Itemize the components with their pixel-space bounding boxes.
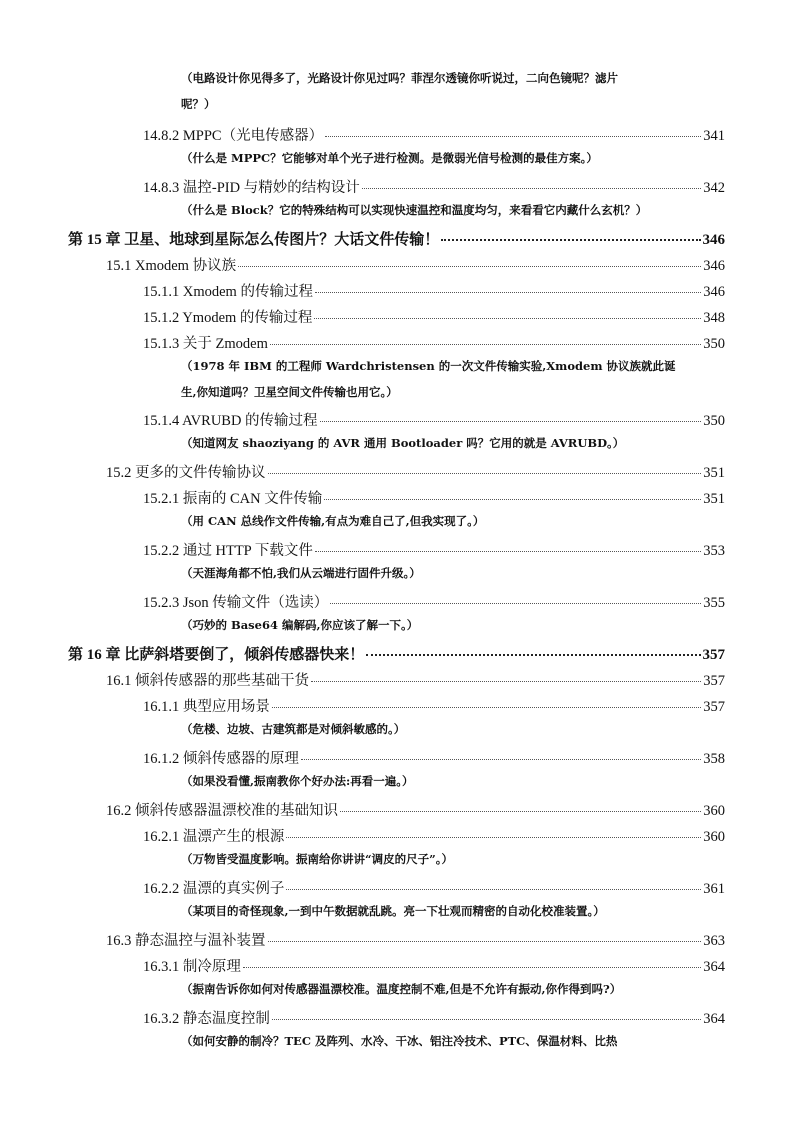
toc-entry-title: 16.2.1 温漂产生的根源: [143, 829, 285, 845]
toc-note: （危楼、边坡、古建筑都是对倾斜敏感的。）: [181, 722, 406, 736]
dot-leader: [301, 759, 701, 760]
toc-entry-15-1-4[interactable]: [143, 409, 725, 430]
toc-entry-title: 16.1 倾斜传感器的那些基础干货: [106, 673, 309, 689]
dot-leader: [320, 421, 702, 422]
toc-entry-page: 355: [703, 595, 725, 611]
toc-section-15-1[interactable]: [106, 254, 725, 275]
dot-leader: [362, 188, 702, 189]
toc-entry-title: 15.2 更多的文件传输协议: [106, 465, 266, 481]
dot-leader: [325, 136, 701, 137]
dot-leader: [315, 292, 701, 293]
toc-chapter-16[interactable]: [68, 643, 725, 664]
dot-leader: [441, 239, 700, 241]
dot-leader: [268, 473, 702, 474]
toc-note: （1978 年 IBM 的工程师 Wardchristensen 的一次文件传输实验,Xmodem 协议族就此诞: [181, 359, 676, 373]
toc-entry-page: 364: [703, 959, 725, 975]
toc-entry-title: 16.3 静态温控与温补装置: [106, 933, 266, 949]
dot-leader: [314, 318, 701, 319]
toc-entry-title: 15.1.4 AVRUBD 的传输过程: [143, 413, 318, 429]
dot-leader: [340, 811, 701, 812]
toc-entry-page: 360: [703, 829, 725, 845]
toc-chapter-page: 357: [702, 647, 725, 663]
toc-entry-14-8-3[interactable]: [143, 176, 725, 197]
toc-entry-page: 363: [703, 933, 725, 949]
toc-entry-16-2-2[interactable]: [143, 877, 725, 898]
toc-entry-page: 342: [703, 180, 725, 196]
toc-entry-16-1-2[interactable]: [143, 747, 725, 768]
dot-leader: [238, 266, 701, 267]
toc-note: （某项目的奇怪现象,一到中午数据就乱跳。亮一下壮观而精密的自动化校准装置。）: [181, 904, 605, 918]
toc-entry-page: 350: [703, 336, 725, 352]
dot-leader: [270, 344, 701, 345]
toc-note: 生,你知道吗？卫星空间文件传输也用它。）: [181, 385, 398, 399]
toc-note: （如果没看懂,振南教你个好办法:再看一遍。）: [181, 774, 414, 788]
toc-note: （知道网友 shaoziyang 的 AVR 通用 Bootloader 吗？它用的就是 AVRUBD。）: [181, 436, 625, 450]
toc-entry-page: 364: [703, 1011, 725, 1027]
toc-entry-page: 350: [703, 413, 725, 429]
toc-note: （天涯海角都不怕,我们从云端进行固件升级。）: [181, 566, 421, 580]
toc-entry-16-2-1[interactable]: [143, 825, 725, 846]
toc-chapter-page: 346: [702, 232, 725, 248]
toc-entry-16-1-1[interactable]: [143, 695, 725, 716]
toc-entry-title: 15.1.2 Ymodem 的传输过程: [143, 310, 313, 326]
toc-entry-title: 16.1.1 典型应用场景: [143, 699, 270, 715]
toc-note: （巧妙的 Base64 编解码,你应该了解一下。）: [181, 618, 419, 632]
toc-entry-page: 341: [703, 128, 725, 144]
toc-entry-page: 348: [703, 310, 725, 326]
toc-note: （振南告诉你如何对传感器温漂校准。温度控制不难,但是不允许有振动,你作得到吗?）: [181, 982, 622, 996]
dot-leader: [315, 551, 701, 552]
toc-entry-16-3-2[interactable]: [143, 1007, 725, 1028]
toc-section-15-2[interactable]: [106, 461, 725, 482]
toc-entry-page: 353: [703, 543, 725, 559]
toc-entry-title: 16.1.2 倾斜传感器的原理: [143, 751, 299, 767]
toc-entry-page: 357: [703, 699, 725, 715]
toc-entry-page: 351: [703, 465, 725, 481]
toc-entry-14-8-2[interactable]: [143, 124, 725, 145]
toc-entry-title: 16.3.2 静态温度控制: [143, 1011, 270, 1027]
dot-leader: [286, 889, 701, 890]
toc-entry-page: 360: [703, 803, 725, 819]
toc-section-16-1[interactable]: [106, 669, 725, 690]
toc-entry-title: 16.2.2 温漂的真实例子: [143, 881, 285, 897]
toc-entry-title: 14.8.3 温控-PID 与精妙的结构设计: [143, 180, 360, 196]
toc-chapter-15[interactable]: [68, 228, 725, 249]
toc-note: （什么是 Block？它的特殊结构可以实现快速温控和温度均匀，来看看它内藏什么玄机？）: [181, 203, 648, 217]
toc-entry-page: 361: [703, 881, 725, 897]
toc-entry-16-3-1[interactable]: [143, 955, 725, 976]
toc-entry-title: 15.2.1 振南的 CAN 文件传输: [143, 491, 323, 507]
toc-note: （万物皆受温度影响。振南给你讲讲“调皮的尺子”。）: [181, 852, 453, 866]
toc-note: （电路设计你见得多了，光路设计你见过吗？菲涅尔透镜你听说过，二向色镜呢？滤片: [181, 71, 618, 85]
toc-entry-page: 346: [703, 258, 725, 274]
dot-leader: [330, 603, 701, 604]
toc-chapter-title: 第 15 章 卫星、地球到星际怎么传图片？大话文件传输！: [68, 232, 440, 248]
toc-entry-page: 358: [703, 751, 725, 767]
dot-leader: [286, 837, 701, 838]
toc-note: （用 CAN 总线作文件传输,有点为难自己了,但我实现了。）: [181, 514, 485, 528]
toc-section-16-3[interactable]: [106, 929, 725, 950]
toc-entry-15-2-1[interactable]: [143, 487, 725, 508]
toc-entry-title: 15.1.3 关于 Zmodem: [143, 336, 268, 352]
toc-entry-title: 15.1 Xmodem 协议族: [106, 258, 237, 274]
toc-note: （什么是 MPPC？它能够对单个光子进行检测。是微弱光信号检测的最佳方案。）: [181, 151, 598, 165]
toc-entry-page: 357: [703, 673, 725, 689]
toc-entry-15-1-2[interactable]: [143, 306, 725, 327]
toc-note: 呢？）: [181, 97, 216, 111]
toc-entry-page: 351: [703, 491, 725, 507]
toc-entry-title: 15.2.3 Json 传输文件（选读）: [143, 595, 329, 611]
toc-entry-15-1-3[interactable]: [143, 332, 725, 353]
toc-entry-15-2-3[interactable]: [143, 591, 725, 612]
toc-entry-15-1-1[interactable]: [143, 280, 725, 301]
dot-leader: [324, 499, 701, 500]
toc-note: （如何安静的制冷？TEC 及阵列、水冷、干冰、铝注冷技术、PTC、保温材料、比热: [181, 1034, 618, 1048]
dot-leader: [366, 654, 700, 656]
toc-entry-title: 14.8.2 MPPC（光电传感器）: [143, 128, 324, 144]
toc-entry-title: 16.3.1 制冷原理: [143, 959, 241, 975]
toc-entry-title: 15.2.2 通过 HTTP 下载文件: [143, 543, 313, 559]
toc-section-16-2[interactable]: [106, 799, 725, 820]
toc-entry-title: 16.2 倾斜传感器温漂校准的基础知识: [106, 803, 338, 819]
toc-entry-page: 346: [703, 284, 725, 300]
dot-leader: [311, 681, 701, 682]
dot-leader: [268, 941, 702, 942]
dot-leader: [272, 1019, 701, 1020]
dot-leader: [243, 967, 701, 968]
toc-chapter-title: 第 16 章 比萨斜塔要倒了，倾斜传感器快来！: [68, 647, 365, 663]
dot-leader: [272, 707, 701, 708]
toc-entry-15-2-2[interactable]: [143, 539, 725, 560]
toc-entry-title: 15.1.1 Xmodem 的传输过程: [143, 284, 313, 300]
